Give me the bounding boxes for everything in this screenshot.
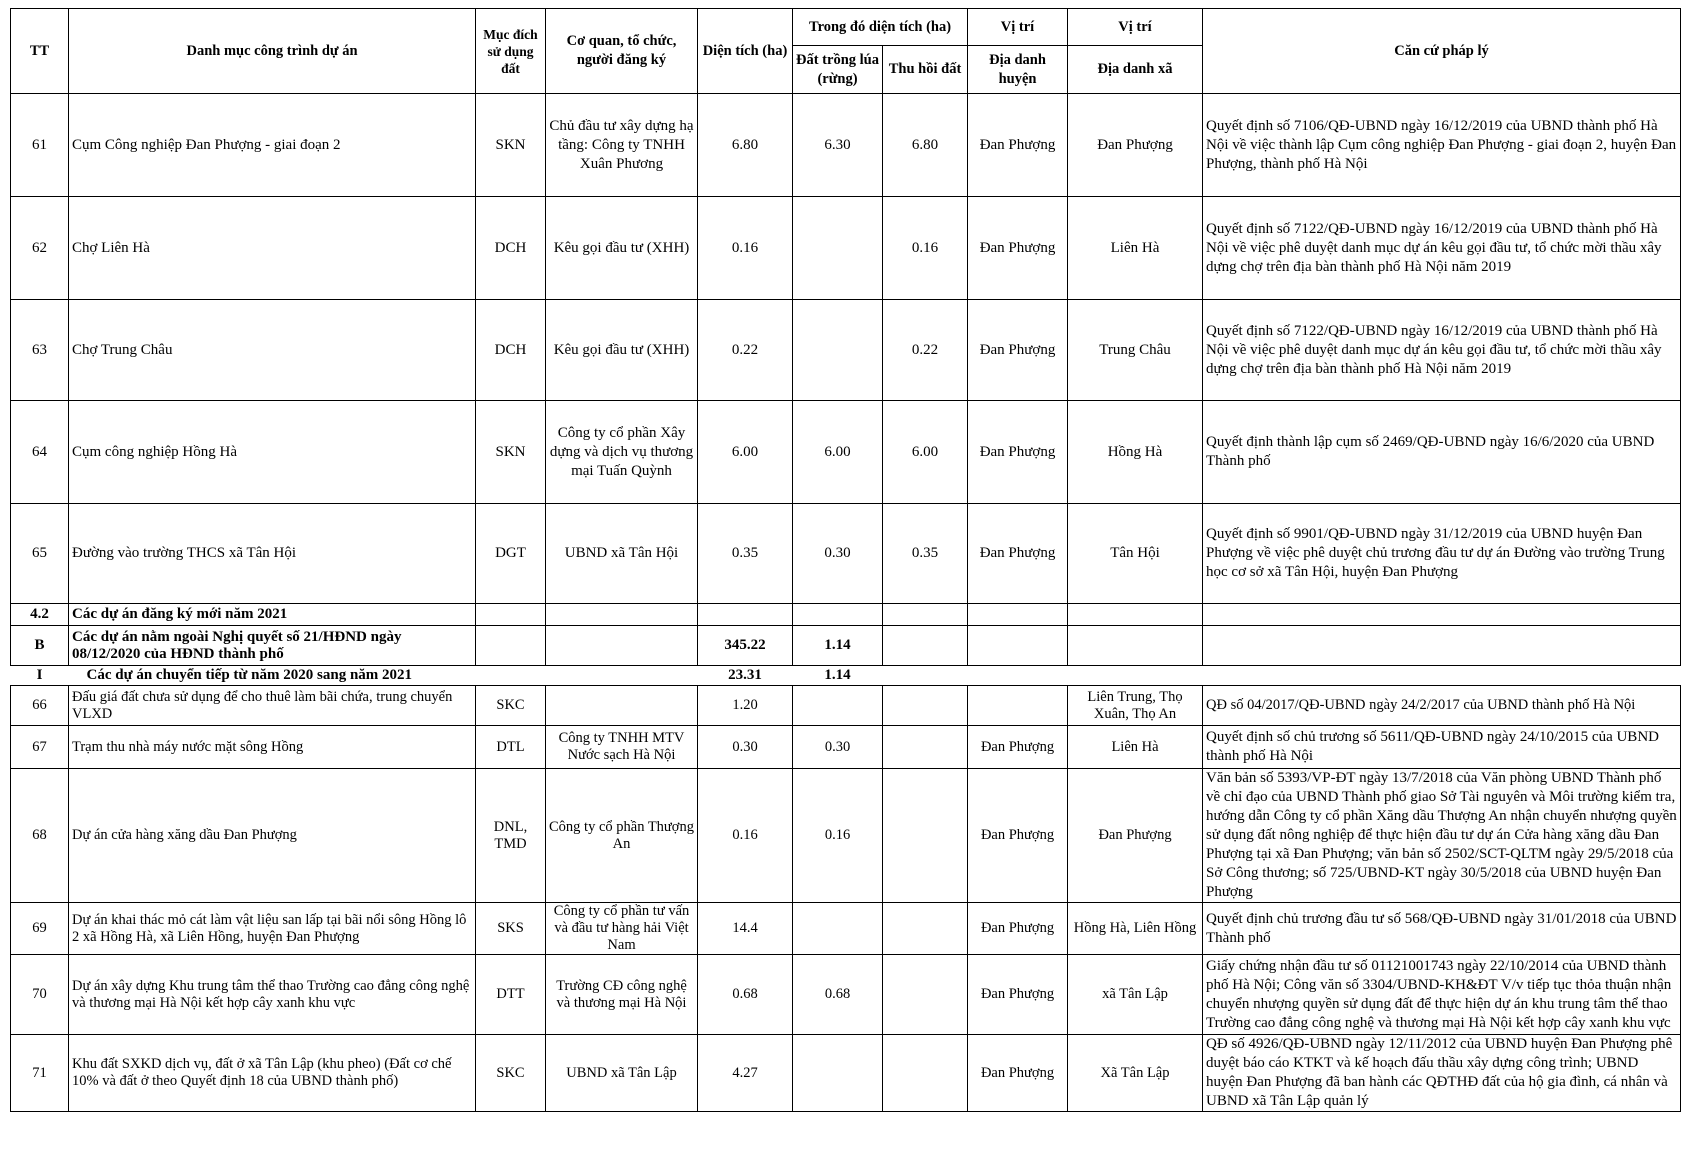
project-name-cell: Dự án khai thác mỏ cát làm vật liệu san lấp tại bãi nổi sông Hồng lô 2 xã Hồng Hà, xã Liên Hồng, huyện Đan Phượng (69, 903, 476, 955)
section-title: Các dự án nằm ngoài Nghị quyết số 21/HĐND ngày 08/12/2020 của HĐND thành phố (69, 626, 476, 666)
header-commune: Địa danh xã (1068, 46, 1203, 94)
agency-cell: Chủ đầu tư xây dựng hạ tầng: Công ty TNHH Xuân Phương (546, 94, 698, 197)
commune-cell: Liên Hà (1068, 726, 1203, 769)
project-name-cell: Dự án xây dựng Khu trung tâm thể thao Trường cao đẳng công nghệ và thương mại Hà Nội kết hợp cây xanh khu vực (69, 955, 476, 1035)
commune-cell: Xã Tân Lập (1068, 1035, 1203, 1112)
commune-cell: Trung Châu (1068, 300, 1203, 401)
area-cell: 0.68 (698, 955, 793, 1035)
agency-cell: Kêu gọi đầu tư (XHH) (546, 197, 698, 300)
table-row (11, 504, 1681, 604)
legal-basis-cell: Quyết định chủ trương đầu tư số 568/QĐ-UBND ngày 31/01/2018 của UBND Thành phố (1203, 903, 1681, 955)
district-cell: Đan Phượng (968, 1035, 1068, 1112)
row-number-cell: 71 (11, 1035, 69, 1112)
legal-basis-cell: Giấy chứng nhận đầu tư số 01121001743 ngày 22/10/2014 của UBND thành phố Hà Nội; Công văn số 3304/UBND-KH&ĐT V/v tiếp tục thỏa thuận nhận chuyển nhượng quyền sử dụng đất để thực hiện dự án khu trung tâm thể thao Trường cao đẳng công nghệ và thương mại Hà Nội kết hợp cây xanh khu vực (1203, 955, 1681, 1035)
rice-land-area-cell (793, 903, 883, 955)
project-name-cell: Chợ Liên Hà (69, 197, 476, 300)
commune-cell: Tân Hội (1068, 504, 1203, 604)
row-number-cell: 66 (11, 686, 69, 726)
agency-cell: UBND xã Tân Lập (546, 1035, 698, 1112)
rice-land-area-cell (793, 197, 883, 300)
land-use-code-cell: SKC (476, 686, 546, 726)
agency-cell: Công ty cổ phần tư vấn và đầu tư hàng hải Việt Nam (546, 903, 698, 955)
section-4-2-row (11, 604, 1681, 626)
row-number-cell: 70 (11, 955, 69, 1035)
project-name-cell: Trạm thu nhà máy nước mặt sông Hồng (69, 726, 476, 769)
project-name-cell: Khu đất SXKD dịch vụ, đất ở xã Tân Lập (khu pheo) (Đất cơ chế 10% và đất ở theo Quyết định 18 của UBND thành phố) (69, 1035, 476, 1112)
legal-basis-cell: Văn bản số 5393/VP-ĐT ngày 13/7/2018 của Văn phòng UBND Thành phố về chỉ đạo của UBND Thành phố giao Sở Tài nguyên và Môi trường kiểm tra, hướng dẫn Công ty cổ phần Xăng dầu Thượng An nhận chuyển nhượng quyền sử dụng đất nông nghiệp để thực hiện đầu tư dự án Cửa hàng xăng dầu Đan Phượng tại xã Đan Phượng; văn bản số 2502/SCT-QLTM ngày 29/5/2018 của Sở Công thương; số 725/UBND-KT ngày 30/5/2018 của UBND huyện Đan Phượng (1203, 769, 1681, 903)
district-cell: Đan Phượng (968, 504, 1068, 604)
district-cell: Đan Phượng (968, 955, 1068, 1035)
commune-cell: Hồng Hà, Liên Hồng (1068, 903, 1203, 955)
legal-basis-cell: Quyết định thành lập cụm số 2469/QĐ-UBND ngày 16/6/2020 của UBND Thành phố (1203, 401, 1681, 504)
district-cell: Đan Phượng (968, 197, 1068, 300)
area-cell: 1.20 (698, 686, 793, 726)
district-cell: Đan Phượng (968, 300, 1068, 401)
land-use-code-cell: DCH (476, 300, 546, 401)
rice-land-area-cell (793, 686, 883, 726)
header-tt: TT (11, 9, 69, 94)
project-name-cell: Cụm Công nghiệp Đan Phượng - giai đoạn 2 (69, 94, 476, 197)
area-cell: 0.35 (698, 504, 793, 604)
section-title: Các dự án chuyển tiếp từ năm 2020 sang năm 2021 (69, 666, 476, 686)
section-tt: B (11, 626, 69, 666)
section-rice: 1.14 (793, 666, 883, 686)
header-project: Danh mục công trình dự án (69, 9, 476, 94)
district-cell: Đan Phượng (968, 903, 1068, 955)
recovered-area-cell: 0.22 (883, 300, 968, 401)
commune-cell: Liên Trung, Thọ Xuân, Thọ An (1068, 686, 1203, 726)
area-cell: 6.80 (698, 94, 793, 197)
rice-land-area-cell: 0.30 (793, 504, 883, 604)
recovered-area-cell (883, 903, 968, 955)
recovered-area-cell: 0.35 (883, 504, 968, 604)
table-row (11, 401, 1681, 504)
land-use-code-cell: SKN (476, 94, 546, 197)
area-cell: 0.22 (698, 300, 793, 401)
project-name-cell: Cụm công nghiệp Hồng Hà (69, 401, 476, 504)
commune-cell: Liên Hà (1068, 197, 1203, 300)
area-cell: 0.16 (698, 769, 793, 903)
legal-basis-cell: Quyết định số 9901/QĐ-UBND ngày 31/12/2019 của UBND huyện Đan Phượng về việc phê duyệt chủ trương đầu tư dự án Đường vào trường Trung học cơ sở xã Tân Hội, huyện Đan Phượng (1203, 504, 1681, 604)
agency-cell: Công ty cổ phần Xây dựng và dịch vụ thương mại Tuấn Quỳnh (546, 401, 698, 504)
agency-cell: UBND xã Tân Hội (546, 504, 698, 604)
agency-cell: Công ty cổ phần Thượng An (546, 769, 698, 903)
header-purpose: Mục đích sử dụng đất (476, 9, 546, 94)
header-agency: Cơ quan, tổ chức, người đăng ký (546, 9, 698, 94)
section-b-row (11, 626, 1681, 666)
header-district: Địa danh huyện (968, 46, 1068, 94)
land-use-project-table (10, 8, 1681, 1112)
recovered-area-cell (883, 955, 968, 1035)
legal-basis-cell: QĐ số 4926/QĐ-UBND ngày 12/11/2012 của UBND huyện Đan Phượng phê duyệt báo cáo KTKT và kế hoạch đấu thầu xây dựng công trình; UBND huyện Đan Phượng đã ban hành các QĐTHĐ đất của hộ gia đình, cá nhân và UBND xã Tân Lập quản lý (1203, 1035, 1681, 1112)
recovered-area-cell: 6.00 (883, 401, 968, 504)
land-use-code-cell: DCH (476, 197, 546, 300)
section-tt: I (11, 666, 69, 686)
land-use-code-cell: DTL (476, 726, 546, 769)
recovered-area-cell (883, 1035, 968, 1112)
table-row (11, 903, 1681, 955)
table-body-b (11, 686, 1681, 1112)
land-use-code-cell: DTT (476, 955, 546, 1035)
land-use-code-cell: SKN (476, 401, 546, 504)
commune-cell: Đan Phượng (1068, 94, 1203, 197)
agency-cell (546, 686, 698, 726)
table-row (11, 300, 1681, 401)
project-name-cell: Chợ Trung Châu (69, 300, 476, 401)
area-cell: 0.30 (698, 726, 793, 769)
area-cell: 0.16 (698, 197, 793, 300)
project-name-cell: Đường vào trường THCS xã Tân Hội (69, 504, 476, 604)
land-use-code-cell: SKC (476, 1035, 546, 1112)
district-cell: Đan Phượng (968, 401, 1068, 504)
section-rice: 1.14 (793, 626, 883, 666)
header-area: Diện tích (ha) (698, 9, 793, 94)
row-number-cell: 65 (11, 504, 69, 604)
agency-cell: Kêu gọi đầu tư (XHH) (546, 300, 698, 401)
land-use-code-cell: DGT (476, 504, 546, 604)
recovered-area-cell (883, 726, 968, 769)
recovered-area-cell (883, 686, 968, 726)
rice-land-area-cell (793, 1035, 883, 1112)
commune-cell: xã Tân Lập (1068, 955, 1203, 1035)
table-row (11, 769, 1681, 903)
row-number-cell: 62 (11, 197, 69, 300)
row-number-cell: 69 (11, 903, 69, 955)
section-i-row (11, 666, 1681, 686)
section-title: Các dự án đăng ký mới năm 2021 (69, 604, 476, 626)
area-cell: 4.27 (698, 1035, 793, 1112)
header-recovered: Thu hồi đất (883, 46, 968, 94)
row-number-cell: 64 (11, 401, 69, 504)
district-cell: Đan Phượng (968, 726, 1068, 769)
table-row (11, 726, 1681, 769)
legal-basis-cell: QĐ số 04/2017/QĐ-UBND ngày 24/2/2017 của UBND thành phố Hà Nội (1203, 686, 1681, 726)
header-location-1: Vị trí (968, 9, 1068, 46)
row-number-cell: 67 (11, 726, 69, 769)
header-within: Trong đó diện tích (ha) (793, 9, 968, 46)
legal-basis-cell: Quyết định số 7122/QĐ-UBND ngày 16/12/2019 của UBND thành phố Hà Nội về việc phê duyệt danh mục dự án kêu gọi đầu tư, tổ chức mời thầu xây dựng chợ trên địa bàn thành phố Hà Nội năm 2019 (1203, 300, 1681, 401)
agency-cell: Công ty TNHH MTV Nước sạch Hà Nội (546, 726, 698, 769)
recovered-area-cell: 6.80 (883, 94, 968, 197)
table-body-sections (11, 604, 1681, 686)
land-use-code-cell: SKS (476, 903, 546, 955)
table-row (11, 197, 1681, 300)
land-use-code-cell: DNL, TMD (476, 769, 546, 903)
table-row (11, 1035, 1681, 1112)
row-number-cell: 61 (11, 94, 69, 197)
legal-basis-cell: Quyết định số 7122/QĐ-UBND ngày 16/12/2019 của UBND thành phố Hà Nội về việc phê duyệt danh mục dự án kêu gọi đầu tư, tổ chức mời thầu xây dựng chợ trên địa bàn thành phố Hà Nội năm 2019 (1203, 197, 1681, 300)
section-area: 345.22 (698, 626, 793, 666)
area-cell: 6.00 (698, 401, 793, 504)
project-name-cell: Đấu giá đất chưa sử dụng để cho thuê làm bãi chứa, trung chuyển VLXD (69, 686, 476, 726)
table-row (11, 94, 1681, 197)
commune-cell: Đan Phượng (1068, 769, 1203, 903)
table-row (11, 955, 1681, 1035)
rice-land-area-cell: 6.30 (793, 94, 883, 197)
project-name-cell: Dự án cửa hàng xăng dầu Đan Phượng (69, 769, 476, 903)
recovered-area-cell (883, 769, 968, 903)
table-body-a (11, 94, 1681, 604)
district-cell (968, 686, 1068, 726)
table-row (11, 686, 1681, 726)
commune-cell: Hồng Hà (1068, 401, 1203, 504)
rice-land-area-cell (793, 300, 883, 401)
legal-basis-cell: Quyết định số chủ trương số 5611/QĐ-UBND ngày 24/10/2015 của UBND thành phố Hà Nội (1203, 726, 1681, 769)
district-cell: Đan Phượng (968, 769, 1068, 903)
rice-land-area-cell: 0.16 (793, 769, 883, 903)
agency-cell: Trường CĐ công nghệ và thương mại Hà Nội (546, 955, 698, 1035)
rice-land-area-cell: 0.68 (793, 955, 883, 1035)
district-cell: Đan Phượng (968, 94, 1068, 197)
area-cell: 14.4 (698, 903, 793, 955)
rice-land-area-cell: 0.30 (793, 726, 883, 769)
section-area: 23.31 (698, 666, 793, 686)
header-rice: Đất trồng lúa (rừng) (793, 46, 883, 94)
header-legal: Căn cứ pháp lý (1203, 9, 1681, 94)
section-tt: 4.2 (11, 604, 69, 626)
recovered-area-cell: 0.16 (883, 197, 968, 300)
header-location-2: Vị trí (1068, 9, 1203, 46)
legal-basis-cell: Quyết định số 7106/QĐ-UBND ngày 16/12/2019 của UBND thành phố Hà Nội về việc thành lập Cụm công nghiệp Đan Phượng - giai đoạn 2, huyện Đan Phượng, thành phố Hà Nội (1203, 94, 1681, 197)
row-number-cell: 63 (11, 300, 69, 401)
rice-land-area-cell: 6.00 (793, 401, 883, 504)
row-number-cell: 68 (11, 769, 69, 903)
